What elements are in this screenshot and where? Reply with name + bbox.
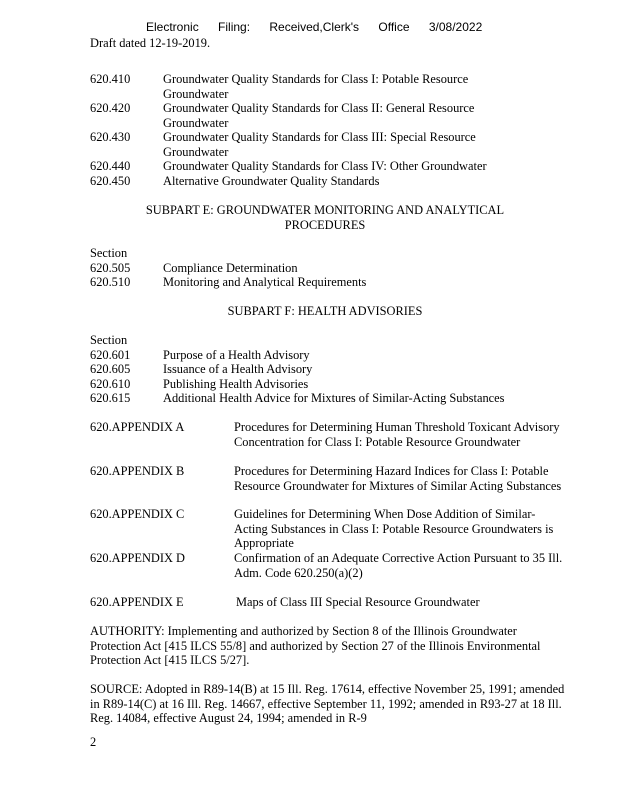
source-note: SOURCE: Adopted in R89-14(B) at 15 Ill. Reg. 17614, effective November 25, 1991; amended in R89-14(C) at 16 Ill. Reg. 14667, effective September 11, 1992; amended in R93-27 at 18 Ill. Reg. 14084, effective August 24, 1994; amended in R-9: [90, 682, 565, 726]
draft-date: Draft dated 12-19-2019.: [90, 36, 211, 50]
section-title: Groundwater Quality Standards for Class I: Potable Resource Groundwater: [163, 72, 469, 101]
section-number: 620.601: [90, 348, 131, 362]
section-number: 620.430: [90, 130, 131, 144]
section-number: 620.610: [90, 377, 131, 391]
section-number: 620.410: [90, 72, 131, 86]
section-label: Section: [90, 246, 128, 260]
appendix-title: Guidelines for Determining When Dose Addition of Similar-Acting Substances in Class I: Potable Resource Groundwaters is Appropriate: [234, 507, 554, 551]
subpart-f-heading: SUBPART F: HEALTH ADVISORIES: [227, 304, 423, 318]
section-title: Compliance Determination: [163, 261, 298, 275]
appendix-title: Maps of Class III Special Resource Groundwater: [236, 595, 480, 609]
section-number: 620.450: [90, 174, 131, 188]
section-title: Purpose of a Health Advisory: [163, 348, 310, 362]
section-title: Groundwater Quality Standards for Class IV: Other Groundwater: [163, 159, 487, 173]
section-title: Alternative Groundwater Quality Standards: [163, 174, 380, 188]
page-number: 2: [90, 735, 97, 749]
appendix-e-row: [90, 595, 498, 610]
section-number: 620.420: [90, 101, 131, 115]
section-title: Issuance of a Health Advisory: [163, 362, 313, 376]
section-number: 620.605: [90, 362, 131, 376]
section-title: Monitoring and Analytical Requirements: [163, 275, 367, 289]
section-number: 620.510: [90, 275, 131, 289]
section-title: Groundwater Quality Standards for Class II: General Resource Groundwater: [163, 101, 475, 130]
appendix-title: Procedures for Determining Human Threshold Toxicant Advisory Concentration for Class I: Potable Resource Groundwater: [234, 420, 560, 449]
filing-office: Office: [378, 20, 410, 34]
section-number: 620.615: [90, 391, 131, 405]
appendix-number: 620.APPENDIX E: [90, 595, 184, 609]
section-title: Publishing Health Advisories: [163, 377, 309, 391]
subpart-e-heading: SUBPART E: GROUNDWATER MONITORING AND ANALYTICAL PROCEDURES: [145, 203, 505, 232]
appendix-title: Confirmation of an Adequate Corrective Action Pursuant to 35 Ill. Adm. Code 620.250(a)(2): [234, 551, 563, 580]
section-title: Groundwater Quality Standards for Class III: Special Resource Groundwater: [163, 130, 476, 159]
appendix-number: 620.APPENDIX C: [90, 507, 185, 521]
appendix-number: 620.APPENDIX B: [90, 464, 185, 478]
filing-label: Filing:: [218, 20, 251, 34]
section-number: 620.440: [90, 159, 131, 173]
appendix-title: Procedures for Determining Hazard Indices for Class I: Potable Resource Groundwater for Mixtures of Similar Acting Substances: [234, 464, 562, 493]
section-number: 620.505: [90, 261, 131, 275]
filing-date: 3/08/2022: [428, 20, 483, 34]
filing-received: Received,Clerk's: [269, 20, 360, 34]
filing-stamp-header: [146, 20, 496, 35]
section-title: Additional Health Advice for Mixtures of Similar-Acting Substances: [163, 391, 505, 405]
authority-note: AUTHORITY: Implementing and authorized by Section 8 of the Illinois Groundwater Protection Act [415 ILCS 55/8] and authorized by Section 27 of the Illinois Environmental Protection Act [415 ILCS 5/27].: [90, 624, 541, 668]
appendix-number: 620.APPENDIX D: [90, 551, 185, 565]
section-label: Section: [90, 333, 128, 347]
appendix-number: 620.APPENDIX A: [90, 420, 185, 434]
filing-electronic: Electronic: [146, 20, 199, 34]
